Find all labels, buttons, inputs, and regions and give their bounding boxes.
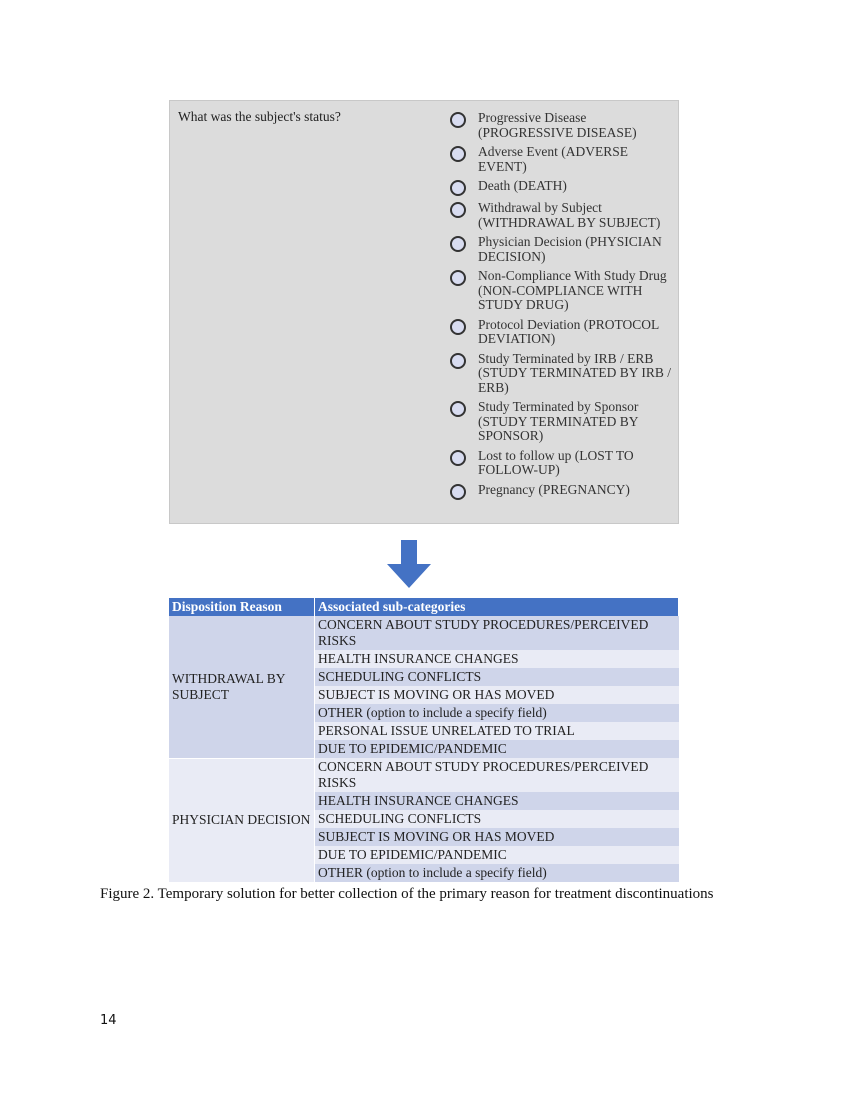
radio-button-icon[interactable] [450,353,466,369]
subcategory-cell: SCHEDULING CONFLICTS [315,810,679,828]
table-header-row [169,598,679,616]
option-lost-to-follow-up[interactable]: Lost to follow up (LOST TO FOLLOW-UP) [450,449,680,478]
disposition-table [169,598,679,883]
option-physician-decision[interactable]: Physician Decision (PHYSICIAN DECISION) [450,235,680,264]
radio-button-icon[interactable] [450,112,466,128]
table-row [169,758,679,792]
subcategory-cell: SUBJECT IS MOVING OR HAS MOVED [315,686,679,704]
table-row [169,616,679,650]
subcategory-cell: DUE TO EPIDEMIC/PANDEMIC [315,740,679,758]
page-number: 14 [100,1013,117,1028]
subcategory-cell: CONCERN ABOUT STUDY PROCEDURES/PERCEIVED RISKS [315,758,679,792]
radio-button-icon[interactable] [450,450,466,466]
subcategory-cell: SCHEDULING CONFLICTS [315,668,679,686]
subcategory-cell: HEALTH INSURANCE CHANGES [315,650,679,668]
option-pregnancy[interactable]: Pregnancy (PREGNANCY) [450,483,680,500]
reason-physician-decision: PHYSICIAN DECISION [169,758,315,882]
radio-button-icon[interactable] [450,270,466,286]
figure-caption: Figure 2. Temporary solution for better collection of the primary reason for treatment discontinuations [100,886,714,902]
option-non-compliance[interactable]: Non-Compliance With Study Drug (NON-COMPLIANCE WITH STUDY DRUG) [450,269,680,313]
subject-status-form [169,100,679,524]
subcategory-cell: DUE TO EPIDEMIC/PANDEMIC [315,846,679,864]
subcategory-cell: SUBJECT IS MOVING OR HAS MOVED [315,828,679,846]
radio-button-icon[interactable] [450,146,466,162]
reason-withdrawal-by-subject: WITHDRAWAL BY SUBJECT [169,616,315,758]
subcategory-cell: OTHER (option to include a specify field) [315,704,679,722]
subcategory-cell: HEALTH INSURANCE CHANGES [315,792,679,810]
subcategory-cell: CONCERN ABOUT STUDY PROCEDURES/PERCEIVED RISKS [315,616,679,650]
option-adverse-event[interactable]: Adverse Event (ADVERSE EVENT) [450,145,680,174]
subcategory-cell: OTHER (option to include a specify field) [315,864,679,882]
header-disposition-reason: Disposition Reason [169,598,315,616]
option-death[interactable]: Death (DEATH) [450,179,680,196]
radio-button-icon[interactable] [450,180,466,196]
option-progressive-disease[interactable]: Progressive Disease (PROGRESSIVE DISEASE) [450,111,680,140]
option-protocol-deviation[interactable]: Protocol Deviation (PROTOCOL DEVIATION) [450,318,680,347]
option-withdrawal-by-subject[interactable]: Withdrawal by Subject (WITHDRAWAL BY SUBJECT) [450,201,680,230]
radio-button-icon[interactable] [450,236,466,252]
option-terminated-irb[interactable]: Study Terminated by IRB / ERB (STUDY TERMINATED BY IRB / ERB) [450,352,680,396]
option-terminated-sponsor[interactable]: Study Terminated by Sponsor (STUDY TERMINATED BY SPONSOR) [450,400,680,444]
status-options [450,111,680,505]
radio-button-icon[interactable] [450,401,466,417]
status-question: What was the subject's status? [178,109,341,124]
down-arrow-icon [387,540,431,593]
radio-button-icon[interactable] [450,319,466,335]
subcategory-cell: PERSONAL ISSUE UNRELATED TO TRIAL [315,722,679,740]
radio-button-icon[interactable] [450,484,466,500]
header-sub-categories: Associated sub-categories [315,598,679,616]
radio-button-icon[interactable] [450,202,466,218]
